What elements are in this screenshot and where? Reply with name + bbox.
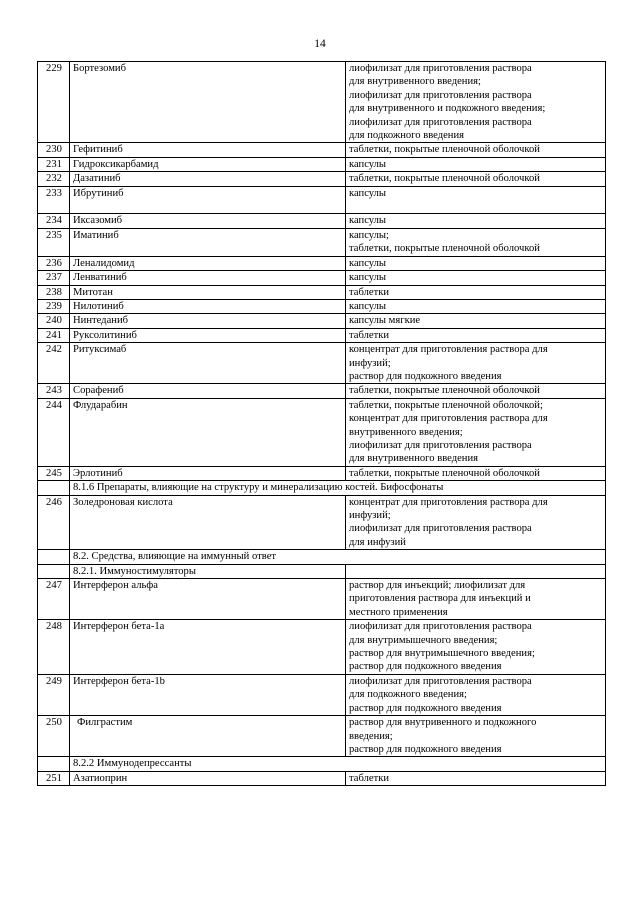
dosage-form-line: капсулы — [349, 272, 387, 284]
dosage-form-line: капсулы — [349, 215, 387, 227]
subsection-row — [38, 564, 606, 578]
page-number: 14 — [314, 38, 326, 50]
row-number: 244 — [38, 398, 70, 466]
row-number: 242 — [38, 343, 70, 384]
table-row — [38, 256, 606, 270]
table-row — [38, 214, 606, 228]
dosage-forms — [346, 186, 606, 214]
table-row — [38, 384, 606, 398]
drug-name: Иксазомиб — [70, 214, 346, 228]
drug-name: Флударабин — [70, 398, 346, 466]
row-number: 234 — [38, 214, 70, 228]
dosage-form-line: таблетки, покрытые пленочной оболочкой — [349, 385, 540, 397]
dosage-form-line: таблетки, покрытые пленочной оболочкой; — [349, 399, 543, 411]
dosage-forms — [346, 620, 606, 675]
row-number: 241 — [38, 328, 70, 342]
dosage-forms — [346, 299, 606, 313]
dosage-forms — [346, 674, 606, 715]
dosage-forms — [346, 271, 606, 285]
row-number: 235 — [38, 228, 70, 256]
dosage-forms — [346, 62, 606, 143]
table-row — [38, 157, 606, 171]
drug-name: Ленватиниб — [70, 271, 346, 285]
row-number: 251 — [38, 771, 70, 785]
dosage-form-line: раствор для подкожного введения — [349, 702, 502, 714]
dosage-form-line: раствор для внутривенного и подкожного — [349, 717, 537, 729]
drug-name: Эрлотиниб — [70, 466, 346, 480]
row-number: 230 — [38, 143, 70, 157]
dosage-forms — [346, 495, 606, 550]
table-row — [38, 328, 606, 342]
dosage-form-line: лиофилизат для приготовления раствора — [349, 675, 532, 687]
dosage-form-line: для подкожного введения — [349, 130, 465, 142]
drug-name: Митотан — [70, 285, 346, 299]
row-number — [38, 564, 70, 578]
dosage-forms — [346, 398, 606, 466]
table-row — [38, 186, 606, 214]
table-row — [38, 343, 606, 384]
row-number: 237 — [38, 271, 70, 285]
table-row — [38, 495, 606, 550]
table-row — [38, 299, 606, 313]
table-row — [38, 285, 606, 299]
dosage-form-line: лиофилизат для приготовления раствора — [349, 523, 532, 535]
dosage-forms — [346, 314, 606, 328]
row-number: 249 — [38, 674, 70, 715]
dosage-form-line: инфузий; — [349, 510, 391, 521]
dosage-form-line: введения; — [349, 730, 393, 742]
drug-name: Золедроновая кислота — [70, 495, 346, 550]
section-heading: 8.2. Средства, влияющие на иммунный ответ — [70, 550, 606, 564]
drug-list-body — [38, 62, 606, 786]
dosage-forms — [346, 172, 606, 186]
table-row — [38, 143, 606, 157]
dosage-forms — [346, 564, 606, 578]
row-number: 240 — [38, 314, 70, 328]
drug-name: Ритуксимаб — [70, 343, 346, 384]
table-row — [38, 172, 606, 186]
dosage-forms — [346, 343, 606, 384]
row-number: 245 — [38, 466, 70, 480]
drug-name: Филграстим — [70, 716, 346, 757]
dosage-forms — [346, 328, 606, 342]
drug-name: Леналидомид — [70, 256, 346, 270]
dosage-form-line: концентрат для приготовления раствора для — [349, 496, 548, 508]
dosage-form-line: капсулы; — [349, 229, 389, 241]
dosage-form-line: для внутривенного и подкожного введения; — [349, 103, 546, 115]
dosage-form-line: лиофилизат для приготовления раствора — [349, 621, 532, 633]
dosage-form-line: лиофилизат для приготовления раствора — [349, 439, 532, 451]
dosage-form-line — [349, 200, 603, 213]
subsection-heading: 8.2.1. Иммуностимуляторы — [70, 564, 346, 578]
dosage-form-line: капсулы — [349, 257, 387, 269]
dosage-form-line: лиофилизат для приготовления раствора — [349, 116, 532, 128]
drug-name: Гидроксикарбамид — [70, 157, 346, 171]
dosage-form-line: таблетки — [349, 772, 390, 784]
table-row — [38, 314, 606, 328]
row-number — [38, 481, 70, 495]
drug-list-table — [37, 61, 606, 786]
dosage-form-line: внутривенного введения; — [349, 426, 463, 438]
table-row — [38, 398, 606, 466]
row-number: 239 — [38, 299, 70, 313]
row-number: 233 — [38, 186, 70, 214]
dosage-forms — [346, 285, 606, 299]
dosage-forms — [346, 256, 606, 270]
table-row — [38, 271, 606, 285]
dosage-form-line: для внутривенного введения — [349, 453, 479, 465]
dosage-form-line: концентрат для приготовления раствора для — [349, 344, 548, 356]
dosage-form-line: таблетки — [349, 329, 390, 341]
dosage-form-line: концентрат для приготовления раствора для — [349, 413, 548, 425]
drug-name: Сорафениб — [70, 384, 346, 398]
dosage-forms — [346, 214, 606, 228]
table-row — [38, 466, 606, 480]
row-number: 236 — [38, 256, 70, 270]
drug-name: Интерферон альфа — [70, 579, 346, 620]
drug-name: Ибрутиниб — [70, 186, 346, 214]
row-number: 243 — [38, 384, 70, 398]
section-row — [38, 550, 606, 564]
row-number — [38, 757, 70, 771]
dosage-form-line: для внутривенного введения; — [349, 76, 481, 88]
row-number: 229 — [38, 62, 70, 143]
dosage-form-line: лиофилизат для приготовления раствора — [349, 63, 532, 74]
table-row — [38, 771, 606, 785]
drug-name: Интерферон бета-1b — [70, 674, 346, 715]
row-number: 248 — [38, 620, 70, 675]
dosage-form-line: таблетки, покрытые пленочной оболочкой — [349, 467, 540, 479]
table-row — [38, 716, 606, 757]
dosage-form-line: для инфузий — [349, 536, 406, 548]
row-number: 238 — [38, 285, 70, 299]
dosage-form-line: таблетки, покрытые пленочной оболочкой — [349, 243, 540, 255]
dosage-form-line: для подкожного введения; — [349, 689, 467, 701]
table-row — [38, 674, 606, 715]
dosage-form-line: инфузий; — [349, 357, 391, 369]
table-row — [38, 228, 606, 256]
dosage-forms — [346, 579, 606, 620]
dosage-form-line: таблетки — [349, 286, 390, 298]
table-row — [38, 62, 606, 143]
row-number: 247 — [38, 579, 70, 620]
table-row — [38, 620, 606, 675]
dosage-forms — [346, 157, 606, 171]
drug-name: Азатиоприн — [70, 771, 346, 785]
dosage-forms — [346, 716, 606, 757]
dosage-form-line: таблетки, покрытые пленочной оболочкой — [349, 144, 540, 156]
row-number: 232 — [38, 172, 70, 186]
row-number: 250 — [38, 716, 70, 757]
drug-name: Нилотиниб — [70, 299, 346, 313]
drug-name: Гефитиниб — [70, 143, 346, 157]
section-heading: 8.1.6 Препараты, влияющие на структуру и минерализацию костей. Бифосфонаты — [70, 481, 606, 495]
row-number: 246 — [38, 495, 70, 550]
dosage-form-line: раствор для подкожного введения — [349, 743, 502, 755]
drug-name: Иматиниб — [70, 228, 346, 256]
dosage-form-line: капсулы — [349, 300, 387, 312]
section-row — [38, 481, 606, 495]
row-number — [38, 550, 70, 564]
drug-name: Руксолитиниб — [70, 328, 346, 342]
dosage-form-line: для внутримышечного введения; — [349, 634, 498, 646]
dosage-forms — [346, 384, 606, 398]
dosage-form-line: приготовления раствора для инъекций и — [349, 593, 531, 605]
dosage-forms — [346, 228, 606, 256]
dosage-forms — [346, 143, 606, 157]
drug-name: Нинтеданиб — [70, 314, 346, 328]
section-row — [38, 757, 606, 771]
table-row — [38, 579, 606, 620]
dosage-form-line: раствор для подкожного введения — [349, 370, 502, 382]
drug-name: Бортезомиб — [70, 62, 346, 143]
section-heading: 8.2.2 Иммунодепрессанты — [70, 757, 606, 771]
dosage-form-line: местного применения — [349, 606, 448, 618]
dosage-form-line: капсулы — [349, 187, 387, 199]
dosage-form-line: раствор для подкожного введения — [349, 661, 502, 673]
dosage-form-line: раствор для инъекций; лиофилизат для — [349, 580, 526, 592]
dosage-form-line: таблетки, покрытые пленочной оболочкой — [349, 173, 540, 185]
dosage-form-line: лиофилизат для приготовления раствора — [349, 89, 532, 101]
dosage-form-line: капсулы — [349, 158, 387, 170]
dosage-form-line: раствор для внутримышечного введения; — [349, 648, 535, 660]
drug-name: Интерферон бета-1a — [70, 620, 346, 675]
dosage-forms — [346, 771, 606, 785]
row-number: 231 — [38, 157, 70, 171]
drug-name: Дазатиниб — [70, 172, 346, 186]
dosage-form-line: капсулы мягкие — [349, 315, 421, 327]
dosage-forms — [346, 466, 606, 480]
